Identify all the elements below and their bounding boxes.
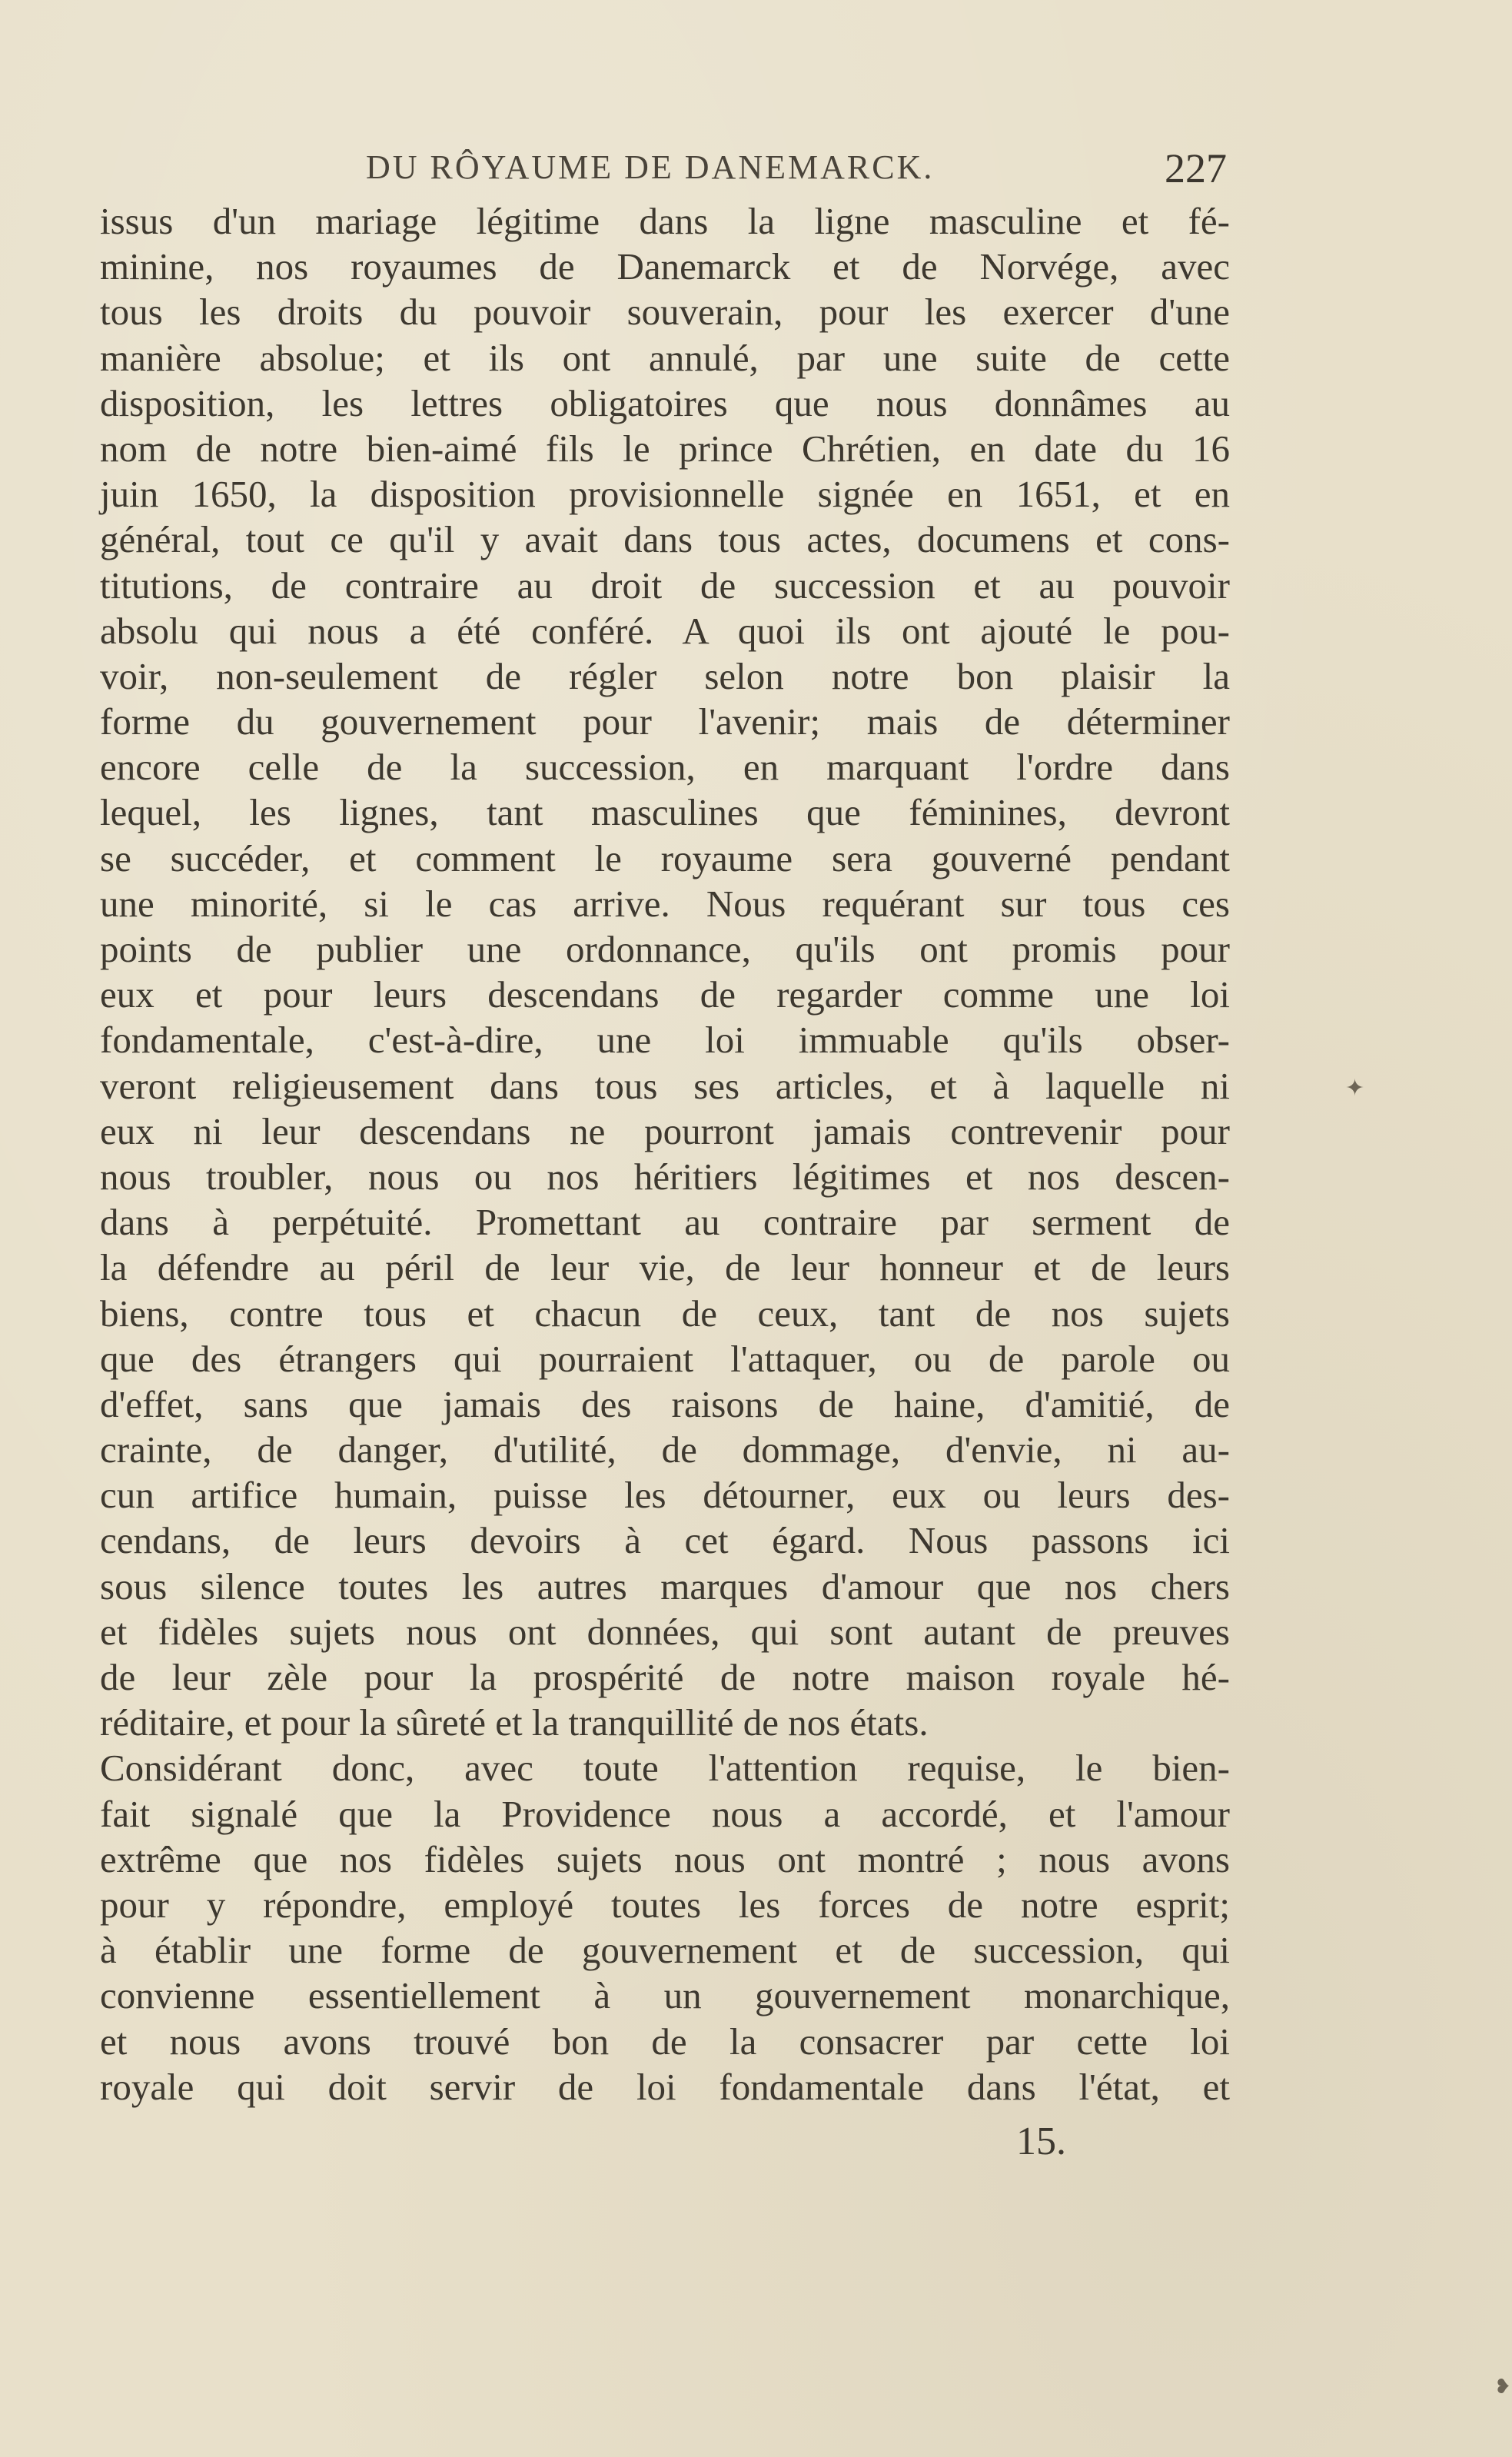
text-line: à établir une forme de gouvernement et de succession, qui [100, 1929, 1230, 1972]
text-line: minine, nos royaumes de Danemarck et de Norvége, avec [100, 245, 1230, 288]
text-line: absolu qui nous a été conféré. A quoi ils ont ajouté le pou- [100, 609, 1230, 652]
text-line: et nous avons trouvé bon de la consacrer par cette loi [100, 2020, 1230, 2063]
text-line: disposition, les lettres obligatoires que nous donnâmes au [100, 381, 1230, 424]
page-number: 227 [1165, 145, 1227, 191]
text-line: et fidèles sujets nous ont données, qui sont autant de preuves [100, 1610, 1230, 1653]
text-line: général, tout ce qu'il y avait dans tous actes, documens et cons- [100, 518, 1230, 561]
text-line: fait signalé que la Providence nous a accordé, et l'amour [100, 1792, 1230, 1835]
running-title: DU RÔYAUME DE DANEMARCK. [366, 148, 935, 186]
text-line: que des étrangers qui pourraient l'attaquer, ou de parole ou [100, 1337, 1230, 1380]
paper-speck: ❥ [1494, 2376, 1511, 2398]
text-line: veront religieusement dans tous ses articles, et à laquelle ni [100, 1064, 1230, 1107]
text-line: tous les droits du pouvoir souverain, pour les exercer d'une [100, 291, 1230, 334]
text-line: manière absolue; et ils ont annulé, par une suite de cette [100, 336, 1230, 379]
text-line: de leur zèle pour la prospérité de notre maison royale hé- [100, 1656, 1230, 1698]
text-line: dans à perpétuité. Promettant au contraire par serment de [100, 1201, 1230, 1244]
text-line: crainte, de danger, d'utilité, de dommage, d'envie, ni au- [100, 1428, 1230, 1471]
text-line: sous silence toutes les autres marques d'amour que nos chers [100, 1564, 1230, 1608]
text-line: fondamentale, c'est-à-dire, une loi immuable qu'ils obser- [100, 1019, 1230, 1062]
text-line: cun artifice humain, puisse les détourner, eux ou leurs des- [100, 1474, 1230, 1517]
text-line: biens, contre tous et chacun de ceux, tant de nos sujets [100, 1292, 1230, 1335]
text-line: cendans, de leurs devoirs à cet égard. Nous passons ici [100, 1519, 1230, 1562]
paper-speck: ✦ [1345, 1076, 1365, 1101]
text-line: forme du gouvernement pour l'avenir; mais de déterminer [100, 700, 1230, 743]
text-line: pour y répondre, employé toutes les forces de notre esprit; [100, 1883, 1230, 1926]
text-line: eux ni leur descendans ne pourront jamais contrevenir pour [100, 1109, 1230, 1152]
text-line: encore celle de la succession, en marquant l'ordre dans [100, 746, 1230, 789]
page-header [366, 145, 1227, 194]
text-line: d'effet, sans que jamais des raisons de haine, d'amitié, de [100, 1382, 1230, 1425]
text-line: se succéder, et comment le royaume sera gouverné pendant [100, 836, 1230, 879]
text-line: une minorité, si le cas arrive. Nous requérant sur tous ces [100, 882, 1230, 925]
text-line: titutions, de contraire au droit de succession et au pouvoir [100, 564, 1230, 607]
text-line: nous troubler, nous ou nos héritiers légitimes et nos descen- [100, 1155, 1230, 1198]
text-line: lequel, les lignes, tant masculines que féminines, devront [100, 791, 1230, 834]
text-line: la défendre au péril de leur vie, de leur honneur et de leurs [100, 1246, 1230, 1289]
text-line: voir, non-seulement de régler selon notre bon plaisir la [100, 654, 1230, 697]
text-line: réditaire, et pour la sûreté et la tranquillité de nos états. [100, 1701, 929, 1744]
text-line: royale qui doit servir de loi fondamentale dans l'état, et [100, 2065, 1230, 2108]
text-line: Considérant donc, avec toute l'attention requise, le bien- [100, 1747, 1230, 1790]
text-line: nom de notre bien-aimé fils le prince Chrétien, en date du 16 [100, 427, 1230, 470]
text-line: eux et pour leurs descendans de regarder comme une loi [100, 973, 1230, 1016]
text-line: points de publier une ordonnance, qu'ils ont promis pour [100, 928, 1230, 970]
text-line: issus d'un mariage légitime dans la ligne masculine et fé- [100, 200, 1230, 242]
body-text [100, 198, 1230, 2110]
text-line: juin 1650, la disposition provisionnelle signée en 1651, et en [100, 473, 1230, 516]
text-line: extrême que nos fidèles sujets nous ont montré ; nous avons [100, 1837, 1230, 1880]
text-line: convienne essentiellement à un gouvernement monarchique, [100, 1974, 1230, 2017]
signature-mark: 15. [1016, 2120, 1066, 2163]
